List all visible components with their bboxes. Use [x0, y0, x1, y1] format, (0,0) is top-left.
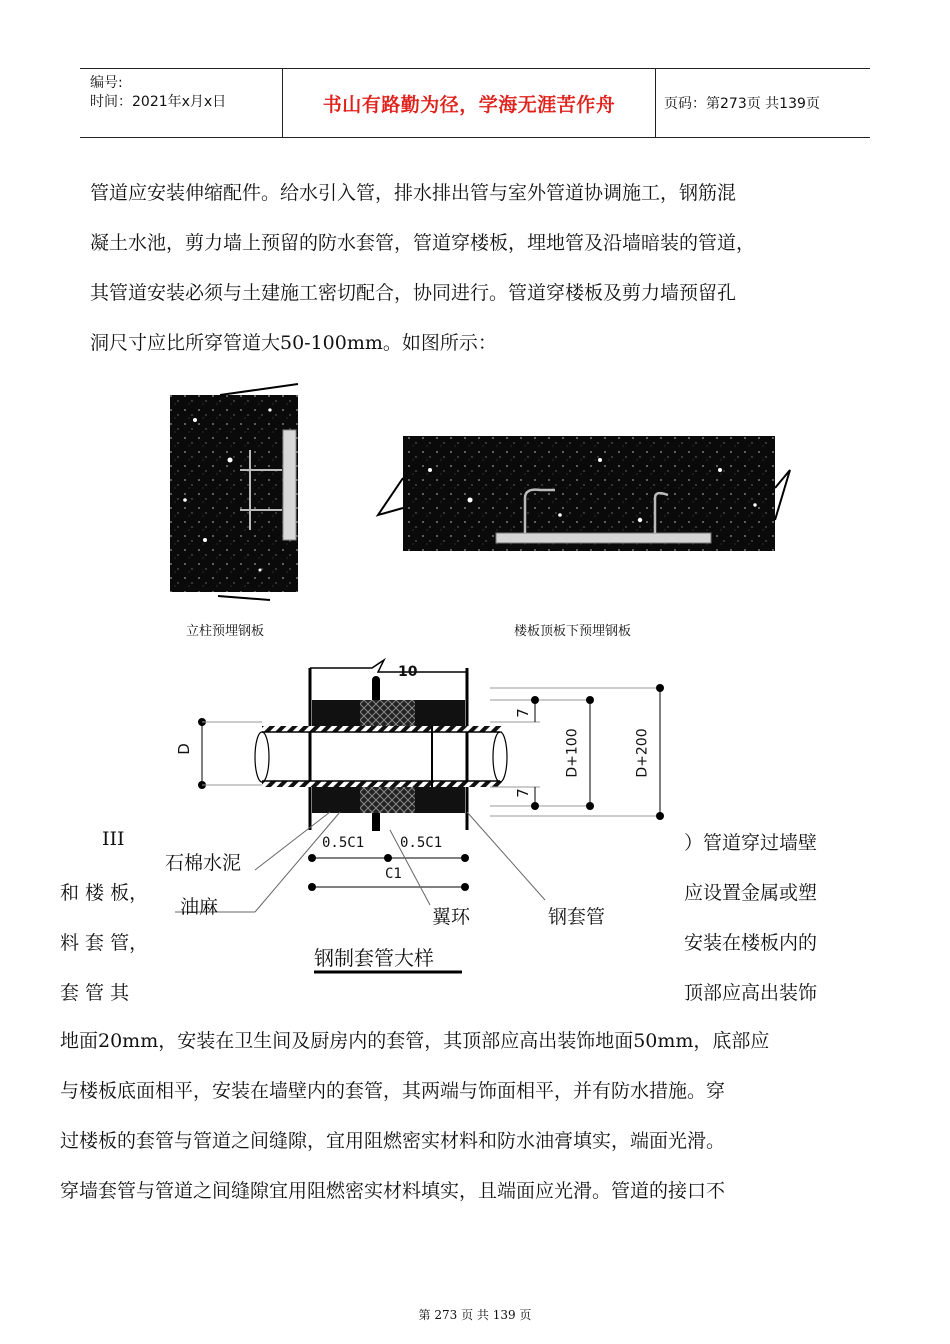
label-steel-sleeve: 钢套管 — [548, 906, 606, 928]
caption-column-plate: 立柱预埋钢板 — [186, 624, 265, 639]
side-text-right: 安装在楼板内的 — [684, 932, 818, 954]
body-paragraph — [60, 1016, 860, 1216]
side-text-right: ）管道穿过墙壁 — [684, 832, 818, 854]
date-label: 时间：2021年x月x日 — [90, 94, 227, 110]
body-line: 与楼板底面相平，安装在墙壁内的套管，其两端与饰面相平，并有防水措施。穿 — [60, 1080, 726, 1102]
dim-7-bottom: 7 — [513, 788, 532, 798]
serial-label: 编号: — [90, 75, 123, 91]
body-line: 穿墙套管与管道之间缝隙宜用阻燃密实材料填实，且端面应光滑。管道的接口不 — [60, 1180, 726, 1202]
sleeve-figure-title: 钢制套管大样 — [314, 946, 434, 970]
page-footer: 第 273 页 共 139 页 — [418, 1308, 532, 1322]
label-asbestos-cement: 石棉水泥 — [165, 852, 242, 874]
dim-half-right: 0.5C1 — [400, 835, 443, 851]
dim-d: D — [174, 743, 193, 755]
intro-line: 凝土水池，剪力墙上预留的防水套管，管道穿楼板，埋地管及沿墙暗装的管道， — [90, 232, 756, 254]
side-text-left: 料 套 管， — [60, 932, 149, 954]
intro-line: 其管道安装必须与土建施工密切配合，协同进行。管道穿楼板及剪力墙预留孔 — [90, 282, 737, 304]
dim-7-top: 7 — [513, 708, 532, 718]
header-motto: 书山有路勤为径，学海无涯苦作舟 — [322, 93, 616, 116]
dim-top: 10 — [398, 664, 418, 680]
side-text-left: 套 管 其 — [60, 982, 130, 1004]
body-line: 过楼板的套管与管道之间缝隙，宜用阻燃密实材料和防水油膏填实，端面光滑。 — [60, 1130, 726, 1152]
side-text-right: 应设置金属或塑 — [684, 882, 818, 904]
dim-half-left: 0.5C1 — [322, 835, 365, 851]
dim-d100: D+100 — [564, 728, 581, 778]
side-text-left: 和 楼 板， — [60, 882, 149, 904]
dim-c1: C1 — [385, 866, 402, 882]
side-text-left: III — [102, 828, 125, 850]
body-line: 地面20mm，安装在卫生间及厨房内的套管，其顶部应高出装饰地面50mm，底部应 — [60, 1030, 770, 1052]
dim-d200: D+200 — [634, 728, 651, 778]
label-flange-ring: 翼环 — [432, 906, 471, 928]
label-oakum: 油麻 — [180, 896, 219, 918]
intro-line: 管道应安装伸缩配件。给水引入管，排水排出管与室外管道协调施工，钢筋混 — [90, 182, 737, 204]
intro-line: 洞尺寸应比所穿管道大50-100mm。如图所示： — [90, 332, 497, 354]
header-page-label: 页码：第273页 共139页 — [664, 96, 820, 112]
caption-slab-plate: 楼板顶板下预埋钢板 — [514, 624, 632, 639]
side-text-right: 顶部应高出装饰 — [684, 982, 818, 1004]
